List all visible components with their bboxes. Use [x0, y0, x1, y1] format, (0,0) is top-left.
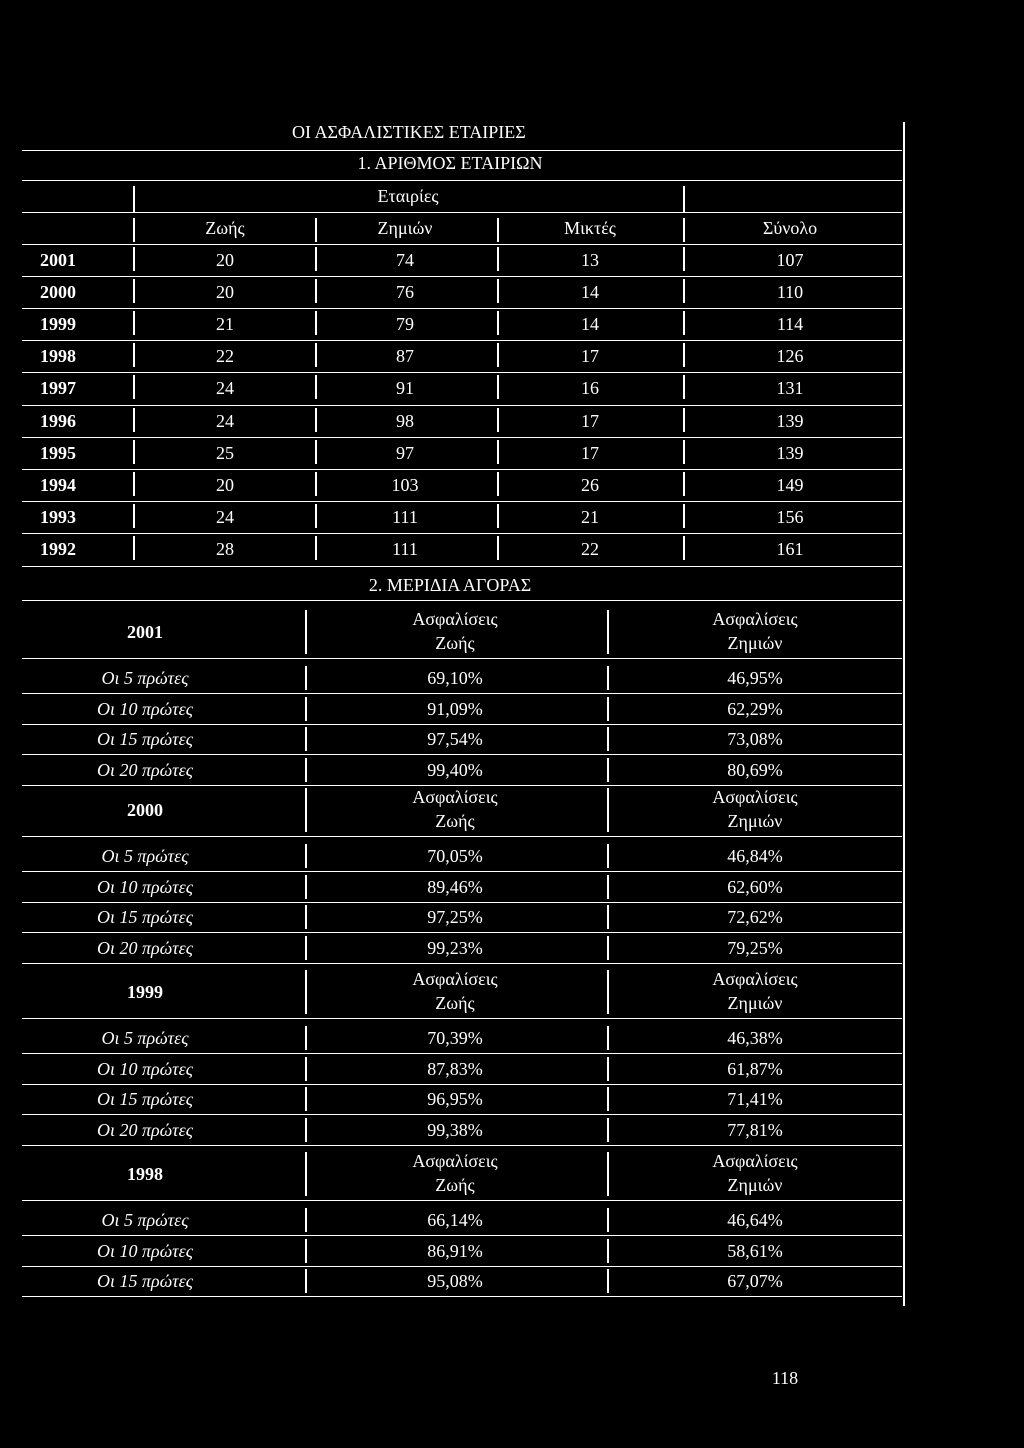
col-header-life-insurance: Ασφαλίσεις	[412, 969, 498, 989]
col-divider	[683, 311, 685, 335]
cell-life-share: 86,91%	[427, 1241, 483, 1261]
cell-damage-share: 80,69%	[727, 760, 783, 780]
rule	[22, 600, 902, 601]
col-header-damage-insurance: Ασφαλίσεις	[712, 787, 798, 807]
cell-damage: 74	[396, 250, 414, 270]
row-label: Οι 10 πρώτες	[96, 1241, 194, 1261]
col-header-damage-insurance: Ζημιών	[727, 993, 783, 1013]
col-divider	[305, 1239, 307, 1263]
col-divider	[315, 472, 317, 496]
col-header-damage-insurance: Ζημιών	[727, 1175, 783, 1195]
col-header-damage-insurance: Ασφαλίσεις	[712, 609, 798, 629]
row-label: Οι 5 πρώτες	[101, 1210, 189, 1230]
col-divider	[683, 536, 685, 560]
cell-damage: 79	[396, 314, 414, 334]
col-divider	[133, 408, 135, 432]
cell-life-share: 99,40%	[427, 760, 483, 780]
col-header-damage-insurance: Ασφαλίσεις	[712, 1151, 798, 1171]
cell-life: 24	[216, 507, 234, 527]
cell-damage: 111	[392, 539, 418, 559]
cell-life: 21	[216, 314, 234, 334]
col-divider	[133, 186, 135, 212]
col-divider	[305, 727, 307, 751]
col-divider	[497, 311, 499, 335]
row-rule	[22, 469, 902, 470]
row-year: 1993	[40, 507, 76, 527]
col-divider	[607, 666, 609, 690]
col-divider	[683, 504, 685, 528]
cell-damage-share: 46,95%	[727, 668, 783, 688]
cell-life: 25	[216, 443, 234, 463]
row-label: Οι 15 πρώτες	[96, 907, 194, 927]
col-header-life: Ζωής	[205, 218, 245, 238]
col-divider	[305, 1057, 307, 1081]
row-year: 1999	[40, 314, 76, 334]
col-divider	[305, 1269, 307, 1293]
cell-damage: 98	[396, 411, 414, 431]
col-header-life-insurance: Ζωής	[435, 811, 475, 831]
cell-life: 22	[216, 346, 234, 366]
col-divider	[305, 1118, 307, 1142]
row-label: Οι 10 πρώτες	[96, 1059, 194, 1079]
col-header-life-insurance: Ασφαλίσεις	[412, 787, 498, 807]
col-divider	[305, 1152, 307, 1196]
cell-damage-share: 58,61%	[727, 1241, 783, 1261]
row-rule	[22, 754, 902, 755]
col-divider	[607, 905, 609, 929]
cell-damage-share: 61,87%	[727, 1059, 783, 1079]
cell-damage-share: 79,25%	[727, 938, 783, 958]
col-divider	[683, 247, 685, 271]
row-rule	[22, 405, 902, 406]
row-rule	[22, 1084, 902, 1085]
cell-life: 20	[216, 282, 234, 302]
cell-damage-share: 46,84%	[727, 846, 783, 866]
row-rule	[22, 533, 902, 534]
col-divider	[133, 279, 135, 303]
col-header-damage: Ζημιών	[377, 218, 433, 238]
cell-mixed: 14	[581, 314, 599, 334]
cell-total: 161	[776, 539, 804, 559]
row-year: 1996	[40, 411, 76, 431]
cell-damage-share: 46,38%	[727, 1028, 783, 1048]
row-label: Οι 5 πρώτες	[101, 1028, 189, 1048]
col-header-life-insurance: Ασφαλίσεις	[412, 609, 498, 629]
cell-life-share: 99,38%	[427, 1120, 483, 1140]
col-divider	[315, 536, 317, 560]
col-divider	[683, 186, 685, 212]
cell-damage: 76	[396, 282, 414, 302]
cell-damage-share: 62,60%	[727, 877, 783, 897]
cell-mixed: 17	[581, 443, 599, 463]
row-rule	[22, 724, 902, 725]
col-divider	[133, 536, 135, 560]
cell-life: 24	[216, 411, 234, 431]
row-rule	[22, 501, 902, 502]
block-year: 1999	[127, 982, 163, 1002]
row-label: Οι 20 πρώτες	[96, 760, 194, 780]
col-divider	[315, 408, 317, 432]
col-divider	[305, 610, 307, 654]
col-divider	[133, 472, 135, 496]
row-rule	[22, 1018, 902, 1019]
col-divider	[305, 666, 307, 690]
row-label: Οι 20 πρώτες	[96, 1120, 194, 1140]
col-divider	[607, 1026, 609, 1050]
cell-life: 20	[216, 475, 234, 495]
cell-life-share: 96,95%	[427, 1089, 483, 1109]
col-header-life-insurance: Ζωής	[435, 1175, 475, 1195]
cell-damage-share: 77,81%	[727, 1120, 783, 1140]
col-divider	[133, 218, 135, 242]
cell-life-share: 97,25%	[427, 907, 483, 927]
col-divider	[305, 875, 307, 899]
col-divider	[497, 536, 499, 560]
cell-damage: 111	[392, 507, 418, 527]
cell-damage-share: 67,07%	[727, 1271, 783, 1291]
cell-mixed: 21	[581, 507, 599, 527]
col-divider	[607, 697, 609, 721]
row-year: 2000	[40, 282, 76, 302]
col-divider	[607, 610, 609, 654]
row-rule	[22, 1053, 902, 1054]
col-divider	[683, 408, 685, 432]
cell-damage-share: 73,08%	[727, 729, 783, 749]
row-label: Οι 10 πρώτες	[96, 699, 194, 719]
col-divider	[315, 343, 317, 367]
row-rule	[22, 693, 902, 694]
cell-total: 139	[776, 411, 804, 431]
col-divider	[607, 727, 609, 751]
page-number: 118	[771, 1368, 799, 1388]
col-divider	[683, 375, 685, 399]
col-divider	[683, 218, 685, 242]
col-divider	[305, 905, 307, 929]
col-divider	[497, 440, 499, 464]
col-divider	[315, 247, 317, 271]
col-divider	[497, 504, 499, 528]
col-divider	[133, 343, 135, 367]
cell-life-share: 70,05%	[427, 846, 483, 866]
row-label: Οι 15 πρώτες	[96, 1089, 194, 1109]
cell-damage-share: 46,64%	[727, 1210, 783, 1230]
row-year: 1994	[40, 475, 76, 495]
row-rule	[22, 1114, 902, 1115]
col-divider	[683, 440, 685, 464]
row-rule	[22, 1145, 902, 1146]
col-divider	[133, 440, 135, 464]
col-divider	[497, 218, 499, 242]
col-divider	[497, 279, 499, 303]
row-rule	[22, 1235, 902, 1236]
cell-life-share: 66,14%	[427, 1210, 483, 1230]
cell-damage-share: 62,29%	[727, 699, 783, 719]
block-year: 2000	[127, 800, 163, 820]
col-divider	[315, 440, 317, 464]
row-label: Οι 15 πρώτες	[96, 729, 194, 749]
cell-total: 131	[776, 378, 804, 398]
row-year: 1998	[40, 346, 76, 366]
col-divider	[305, 1208, 307, 1232]
right-border	[903, 122, 905, 1306]
row-year: 2001	[40, 250, 76, 270]
row-year: 1997	[40, 378, 76, 398]
col-divider	[133, 375, 135, 399]
row-year: 1992	[40, 539, 76, 559]
row-rule	[22, 372, 902, 373]
col-divider	[305, 758, 307, 782]
col-header-mixed: Μικτές	[564, 218, 616, 238]
cell-total: 126	[776, 346, 804, 366]
col-header-damage-insurance: Ασφαλίσεις	[712, 969, 798, 989]
cell-total: 114	[776, 314, 804, 334]
cell-mixed: 16	[581, 378, 599, 398]
cell-life-share: 95,08%	[427, 1271, 483, 1291]
col-divider	[683, 279, 685, 303]
companies-group-header: Εταιρίες	[377, 186, 439, 206]
row-label: Οι 5 πρώτες	[101, 668, 189, 688]
col-divider	[607, 758, 609, 782]
cell-damage: 103	[391, 475, 419, 495]
rule	[22, 180, 902, 181]
cell-life: 28	[216, 539, 234, 559]
col-divider	[315, 375, 317, 399]
row-rule	[22, 1200, 902, 1201]
col-divider	[305, 697, 307, 721]
col-divider	[305, 788, 307, 832]
col-divider	[683, 472, 685, 496]
col-divider	[497, 247, 499, 271]
col-divider	[607, 1269, 609, 1293]
row-rule	[22, 308, 902, 309]
section1-title: 1. ΑΡΙΘΜΟΣ ΕΤΑΙΡΙΩΝ	[357, 153, 543, 173]
col-divider	[305, 1087, 307, 1111]
col-divider	[683, 343, 685, 367]
col-divider	[607, 844, 609, 868]
cell-mixed: 14	[581, 282, 599, 302]
col-divider	[607, 1152, 609, 1196]
rule	[22, 212, 902, 213]
col-header-damage-insurance: Ζημιών	[727, 811, 783, 831]
row-rule	[22, 902, 902, 903]
col-divider	[305, 1026, 307, 1050]
col-divider	[305, 970, 307, 1014]
col-header-life-insurance: Ζωής	[435, 633, 475, 653]
cell-life-share: 91,09%	[427, 699, 483, 719]
rule	[22, 150, 902, 151]
row-rule	[22, 566, 902, 567]
col-divider	[305, 844, 307, 868]
cell-damage: 87	[396, 346, 414, 366]
col-divider	[315, 218, 317, 242]
col-header-life-insurance: Ζωής	[435, 993, 475, 1013]
col-divider	[497, 408, 499, 432]
cell-mixed: 13	[581, 250, 599, 270]
cell-damage: 91	[396, 378, 414, 398]
col-divider	[497, 472, 499, 496]
cell-mixed: 26	[581, 475, 599, 495]
block-year: 2001	[127, 622, 163, 642]
row-rule	[22, 244, 902, 245]
col-header-total: Σύνολο	[762, 218, 818, 238]
col-divider	[315, 311, 317, 335]
col-divider	[607, 875, 609, 899]
cell-life-share: 97,54%	[427, 729, 483, 749]
row-rule	[22, 871, 902, 872]
section2-title: 2. ΜΕΡΙΔΙΑ ΑΓΟΡΑΣ	[368, 575, 532, 595]
cell-total: 139	[776, 443, 804, 463]
row-rule	[22, 437, 902, 438]
col-divider	[305, 936, 307, 960]
cell-life: 24	[216, 378, 234, 398]
col-divider	[607, 970, 609, 1014]
cell-total: 110	[776, 282, 804, 302]
cell-damage-share: 71,41%	[727, 1089, 783, 1109]
col-divider	[497, 343, 499, 367]
col-divider	[133, 504, 135, 528]
row-rule	[22, 1266, 902, 1267]
page-title: ΟΙ ΑΣΦΑΛΙΣΤΙΚΕΣ ΕΤΑΙΡΙΕΣ	[292, 122, 526, 142]
col-divider	[607, 1208, 609, 1232]
row-label: Οι 15 πρώτες	[96, 1271, 194, 1291]
cell-life-share: 69,10%	[427, 668, 483, 688]
cell-total: 107	[776, 250, 804, 270]
cell-total: 149	[776, 475, 804, 495]
row-rule	[22, 1296, 902, 1297]
row-label: Οι 5 πρώτες	[101, 846, 189, 866]
cell-life-share: 70,39%	[427, 1028, 483, 1048]
cell-damage-share: 72,62%	[727, 907, 783, 927]
cell-mixed: 17	[581, 411, 599, 431]
col-divider	[497, 375, 499, 399]
col-divider	[607, 1239, 609, 1263]
cell-damage: 97	[396, 443, 414, 463]
cell-mixed: 17	[581, 346, 599, 366]
row-rule	[22, 932, 902, 933]
cell-life-share: 87,83%	[427, 1059, 483, 1079]
row-label: Οι 20 πρώτες	[96, 938, 194, 958]
cell-life: 20	[216, 250, 234, 270]
col-divider	[133, 311, 135, 335]
col-divider	[607, 788, 609, 832]
col-divider	[607, 1057, 609, 1081]
col-header-life-insurance: Ασφαλίσεις	[412, 1151, 498, 1171]
col-divider	[607, 936, 609, 960]
row-rule	[22, 276, 902, 277]
cell-total: 156	[776, 507, 804, 527]
row-rule	[22, 836, 902, 837]
row-rule	[22, 963, 902, 964]
cell-mixed: 22	[581, 539, 599, 559]
cell-life-share: 99,23%	[427, 938, 483, 958]
col-divider	[315, 279, 317, 303]
col-divider	[607, 1118, 609, 1142]
col-divider	[315, 504, 317, 528]
row-rule	[22, 658, 902, 659]
col-divider	[133, 247, 135, 271]
row-label: Οι 10 πρώτες	[96, 877, 194, 897]
cell-life-share: 89,46%	[427, 877, 483, 897]
col-divider	[607, 1087, 609, 1111]
row-rule	[22, 340, 902, 341]
block-year: 1998	[127, 1164, 163, 1184]
row-year: 1995	[40, 443, 76, 463]
col-header-damage-insurance: Ζημιών	[727, 633, 783, 653]
